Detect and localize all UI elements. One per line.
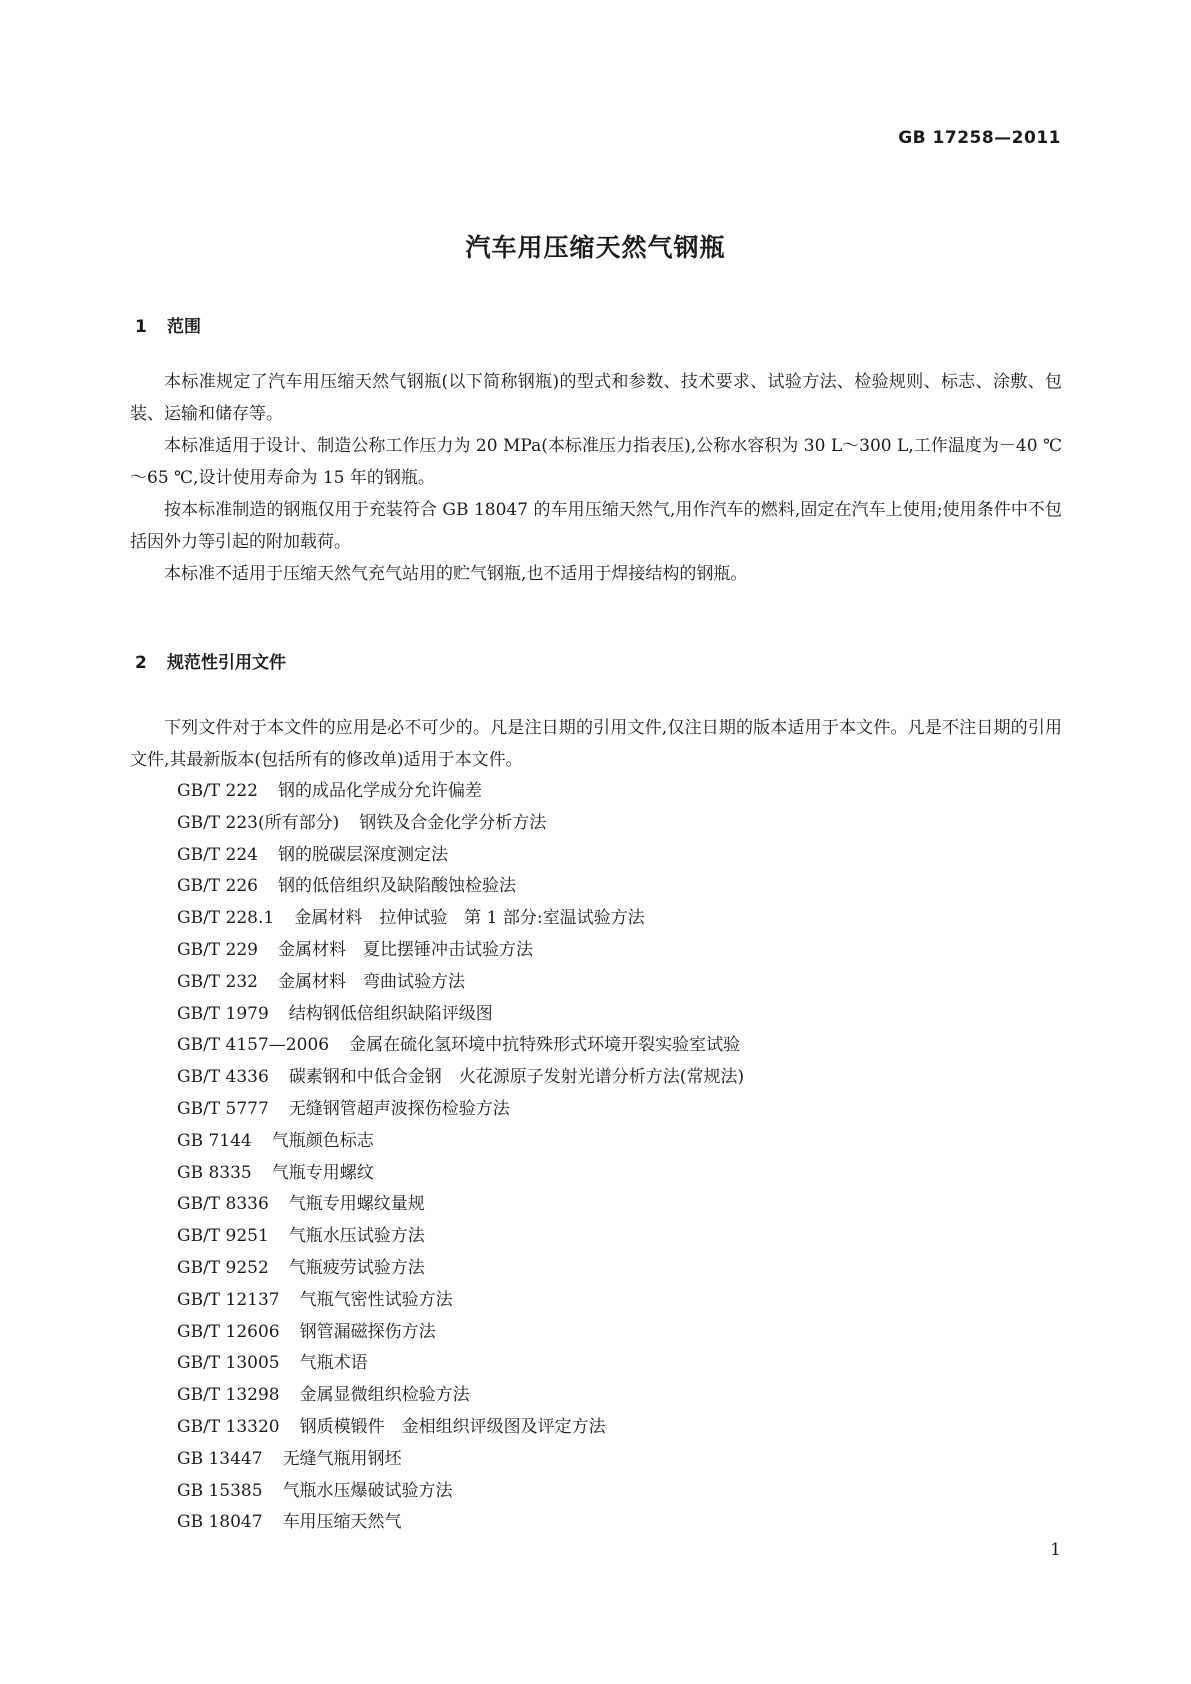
reference-code: GB/T 224 [177,844,258,865]
reference-title: 结构钢低倍组织缺陷评级图 [288,1003,493,1024]
reference-title: 气瓶专用螺纹量规 [288,1194,425,1215]
reference-item [177,1412,744,1444]
reference-code: GB/T 13320 [177,1416,280,1437]
reference-title: 气瓶疲劳试验方法 [288,1257,425,1278]
reference-code: GB/T 12137 [177,1289,280,1310]
reference-code: GB/T 228.1 [177,908,275,929]
reference-item [177,1507,744,1539]
page-number: 1 [1050,1540,1061,1560]
reference-item [177,1158,744,1190]
document-title: 汽车用压缩天然气钢瓶 [465,233,726,262]
reference-item [177,1030,744,1062]
section-1-paragraph: 本标准规定了汽车用压缩天然气钢瓶(以下简称钢瓶)的型式和参数、技术要求、试验方法、检验规则、标志、涂敷、包装、运输和储存等。 [130,372,1062,424]
reference-item [177,1285,744,1317]
reference-title: 气瓶气密性试验方法 [299,1289,453,1310]
section-1-paragraph: 按本标准制造的钢瓶仅用于充装符合 GB 18047 的车用压缩天然气,用作汽车的燃料,固定在汽车上使用;使用条件中不包括因外力等引起的附加载荷。 [130,500,1062,552]
reference-item [177,1380,744,1412]
reference-code: GB/T 9251 [177,1226,269,1247]
reference-title: 车用压缩天然气 [282,1512,402,1533]
section-1-number: 1 [135,317,147,337]
reference-code: GB 13447 [177,1448,263,1469]
reference-title: 钢质模锻件 金相组织评级图及评定方法 [299,1416,606,1437]
reference-item [177,1476,744,1508]
reference-item [177,808,744,840]
reference-code: GB/T 4157—2006 [177,1035,330,1056]
reference-title: 碳素钢和中低合金钢 火花源原子发射光谱分析方法(常规法) [288,1067,745,1088]
section-2-title: 规范性引用文件 [167,653,286,673]
reference-code: GB/T 13298 [177,1385,280,1406]
reference-title: 钢的低倍组织及缺陷酸蚀检验法 [278,876,516,897]
reference-code: GB/T 5777 [177,1098,269,1119]
reference-code: GB/T 13005 [177,1353,280,1374]
reference-code: GB/T 9252 [177,1257,269,1278]
reference-title: 无缝钢管超声波探伤检验方法 [288,1098,510,1119]
reference-item [177,999,744,1031]
reference-code: GB/T 12606 [177,1321,280,1342]
section-1-paragraph: 本标准不适用于压缩天然气充气站用的贮气钢瓶,也不适用于焊接结构的钢瓶。 [164,564,748,584]
reference-code: GB/T 222 [177,781,258,801]
reference-code: GB/T 4336 [177,1067,269,1088]
section-2-number: 2 [135,653,147,673]
reference-item [177,1253,744,1285]
reference-title: 钢的脱碳层深度测定法 [278,844,448,865]
section-1-title: 范围 [167,317,201,337]
reference-code: GB/T 232 [177,971,258,992]
reference-item [177,871,744,903]
reference-item [177,903,744,935]
reference-title: 金属材料 弯曲试验方法 [278,971,465,992]
reference-title: 气瓶术语 [299,1353,368,1374]
reference-title: 金属材料 拉伸试验 第 1 部分:室温试验方法 [294,908,645,929]
reference-title: 无缝气瓶用钢坯 [282,1448,402,1469]
reference-item [177,1189,744,1221]
reference-item [177,1317,744,1349]
reference-code: GB 15385 [177,1480,263,1501]
standard-code: GB 17258—2011 [898,128,1061,148]
reference-item [177,1444,744,1476]
section-2-intro: 下列文件对于本文件的应用是必不可少的。凡是注日期的引用文件,仅注日期的版本适用于本文件。凡是不注日期的引用文件,其最新版本(包括所有的修改单)适用于本文件。 [130,718,1062,770]
reference-code: GB/T 223(所有部分) [177,812,340,833]
reference-item [177,776,744,808]
reference-title: 气瓶颜色标志 [271,1130,374,1151]
reference-code: GB 18047 [177,1512,263,1533]
reference-title: 钢管漏磁探伤方法 [299,1321,436,1342]
reference-code: GB 8335 [177,1162,252,1183]
reference-title: 钢的成品化学成分允许偏差 [278,781,482,801]
reference-title: 金属显微组织检验方法 [299,1385,470,1406]
reference-code: GB/T 229 [177,939,258,960]
reference-item [177,967,744,999]
reference-title: 气瓶专用螺纹 [271,1162,374,1183]
reference-list [177,776,744,1539]
reference-title: 金属在硫化氢环境中抗特殊形式环境开裂实验室试验 [349,1035,741,1056]
section-1-heading [135,312,201,337]
section-2-heading [135,648,286,673]
reference-title: 钢铁及合金化学分析方法 [359,812,547,833]
section-1-paragraph: 本标准适用于设计、制造公称工作压力为 20 MPa(本标准压力指表压),公称水容积为 30 L～300 L,工作温度为－40 ℃～65 ℃,设计使用寿命为 15 年的钢瓶。 [130,436,1062,488]
reference-item [177,1126,744,1158]
reference-title: 气瓶水压爆破试验方法 [282,1480,453,1501]
reference-item [177,1348,744,1380]
reference-item [177,1094,744,1126]
reference-title: 金属材料 夏比摆锤冲击试验方法 [278,939,533,960]
reference-code: GB/T 1979 [177,1003,269,1024]
reference-item [177,1221,744,1253]
reference-item [177,935,744,967]
reference-code: GB/T 226 [177,876,258,897]
reference-code: GB 7144 [177,1130,252,1151]
reference-item [177,840,744,872]
reference-code: GB/T 8336 [177,1194,269,1215]
reference-item [177,1062,744,1094]
reference-title: 气瓶水压试验方法 [288,1226,425,1247]
